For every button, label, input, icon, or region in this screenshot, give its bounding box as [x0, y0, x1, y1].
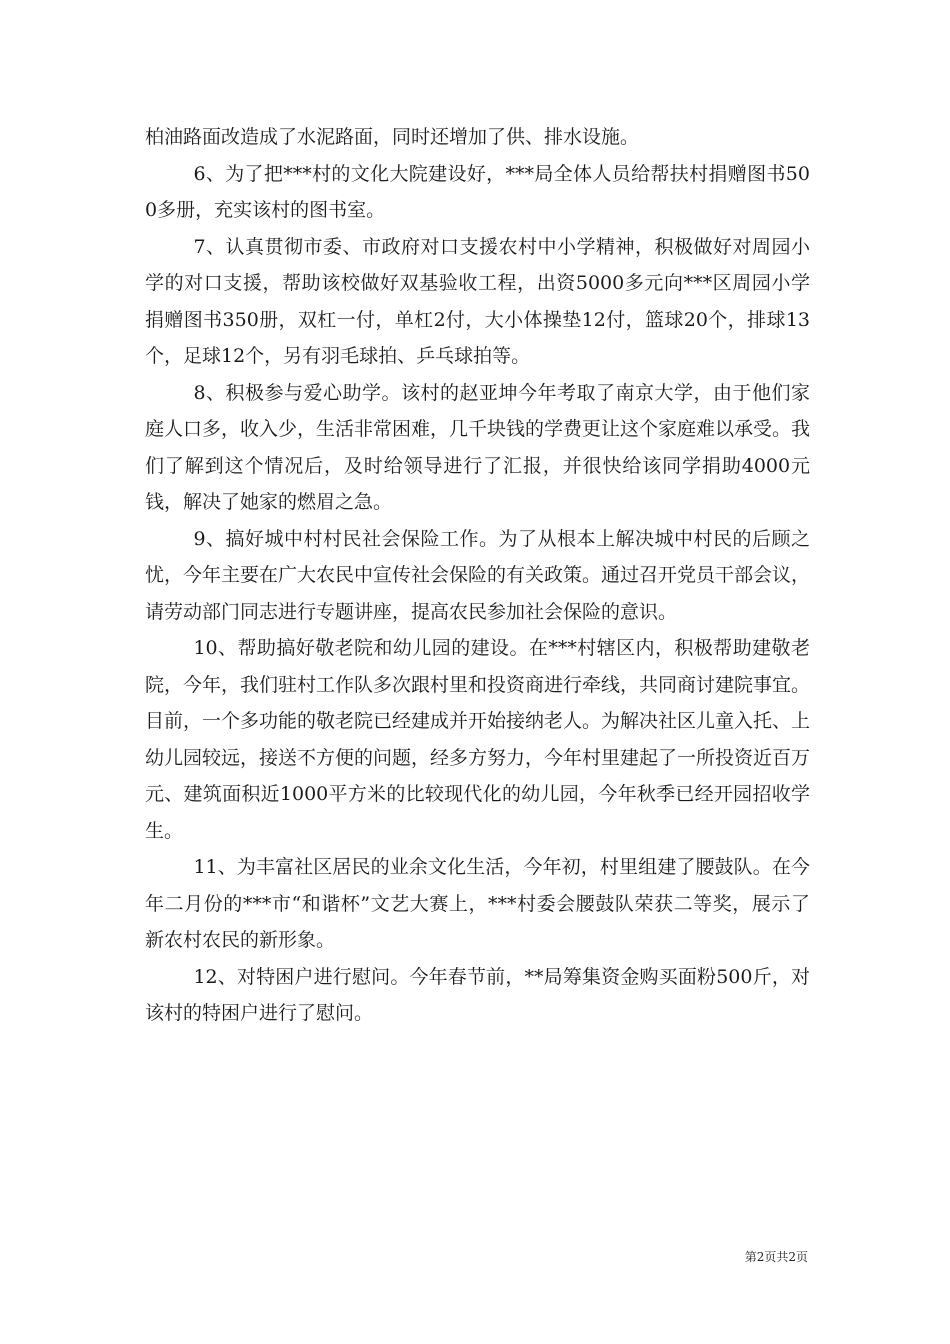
paragraph-item-9: 9、搞好城中村村民社会保险工作。为了从根本上解决城中村民的后顾之忧，今年主要在广大农民中宣传社会保险的有关政策。通过召开党员干部会议，请劳动部门同志进行专题讲座，提高农民参加社会保险的意识。 [145, 527, 811, 623]
document-body [145, 119, 810, 1032]
paragraph-continuation: 柏油路面改造成了水泥路面，同时还增加了供、排水设施。 [145, 126, 640, 148]
paragraph-item-8: 8、积极参与爱心助学。该村的赵亚坤今年考取了南京大学，由于他们家庭人口多，收入少，生活非常困难，几千块钱的学费更让这个家庭难以承受。我们了解到这个情况后，及时给领导进行了汇报，并很快给该同学捐助4000元钱，解决了她家的燃眉之急。 [145, 381, 811, 513]
paragraph-item-6: 6、为了把***村的文化大院建设好，***局全体人员给帮扶村捐赠图书500多册，充实该村的图书室。 [145, 162, 810, 221]
paragraph-item-12: 12、对特困户进行慰问。今年春节前，**局筹集资金购买面粉500斤，对该村的特困户进行了慰问。 [145, 965, 810, 1024]
page-number: 第2页共2页 [744, 1250, 808, 1264]
paragraph-item-11: 11、为丰富社区居民的业余文化生活，今年初，村里组建了腰鼓队。在今年二月份的***市“和谐杯”文艺大赛上，***村委会腰鼓队荣获二等奖，展示了新农村农民的新形象。 [145, 856, 810, 951]
paragraph-item-10: 10、帮助搞好敬老院和幼儿园的建设。在***村辖区内，积极帮助建敬老院，今年，我们驻村工作队多次跟村里和投资商进行牵线，共同商讨建院事宜。目前，一个多功能的敬老院已经建成并开始接纳老人。为解决社区儿童入托、上幼儿园较远，接送不方便的问题，经多方努力，今年村里建起了一所投资近百万元、建筑面积近1000平方米的比较现代化的幼儿园，今年秋季已经开园招收学生。 [145, 637, 811, 842]
paragraph-item-7: 7、认真贯彻市委、市政府对口支援农村中小学精神，积极做好对周园小学的对口支援，帮助该校做好双基验收工程，出资5000多元向***区周园小学捐赠图书350册，双杠一付，单杠2付，大小体操垫12付，篮球20个，排球13个，足球12个，另有羽毛球拍、乒乓球拍等。 [145, 235, 810, 367]
